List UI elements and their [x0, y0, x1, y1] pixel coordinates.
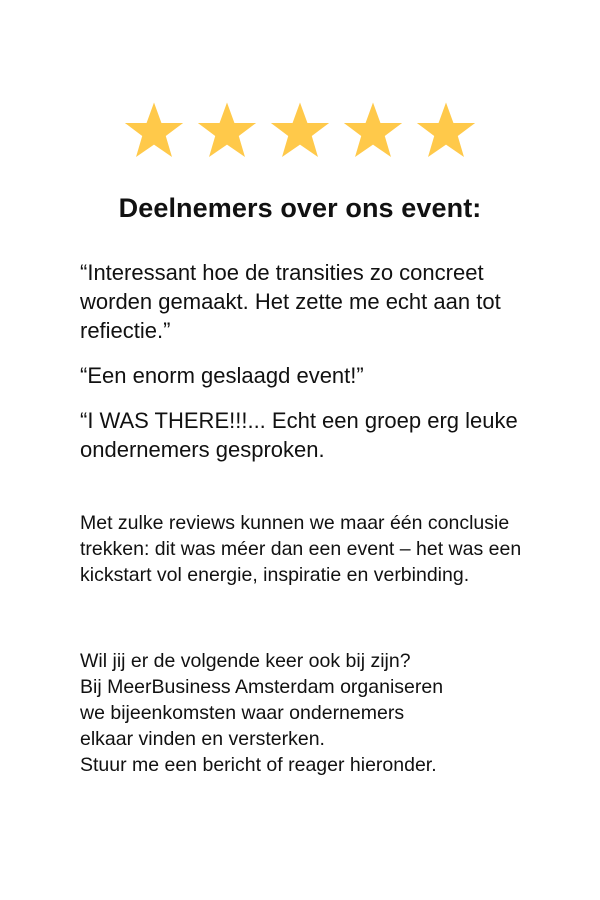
star-icon: [415, 100, 477, 162]
star-icon: [196, 100, 258, 162]
quote: “Een enorm geslaagd event!”: [80, 363, 364, 388]
star-rating: [0, 100, 600, 162]
invite-line: Stuur me een bericht of reager hieronder.: [80, 754, 437, 776]
conclusion-paragraph: Met zulke reviews kunnen we maar één conclusie trekken: dit was méer dan een event – het was een kickstart vol energie, inspiratie en verbinding.: [80, 512, 522, 586]
invite-line: Wil jij er de volgende keer ook bij zijn?: [80, 650, 411, 672]
star-icon: [123, 100, 185, 162]
quotes-list: [80, 258, 540, 480]
invite-line: Bij MeerBusiness Amsterdam organiseren: [80, 676, 444, 698]
invite-line: we bijeenkomsten waar ondernemers: [80, 702, 405, 724]
star-icon: [269, 100, 331, 162]
quote: “I WAS THERE!!!... Echt een groep erg leuke ondernemers gesproken.: [80, 408, 518, 462]
invite-line: elkaar vinden en versterken.: [80, 728, 325, 750]
quote: “Interessant hoe de transities zo concreet worden gemaakt. Het zette me echt aan tot refiectie.”: [80, 260, 501, 343]
invite-paragraph: [80, 648, 560, 778]
heading: Deelnemers over ons event:: [118, 193, 482, 223]
star-icon: [342, 100, 404, 162]
